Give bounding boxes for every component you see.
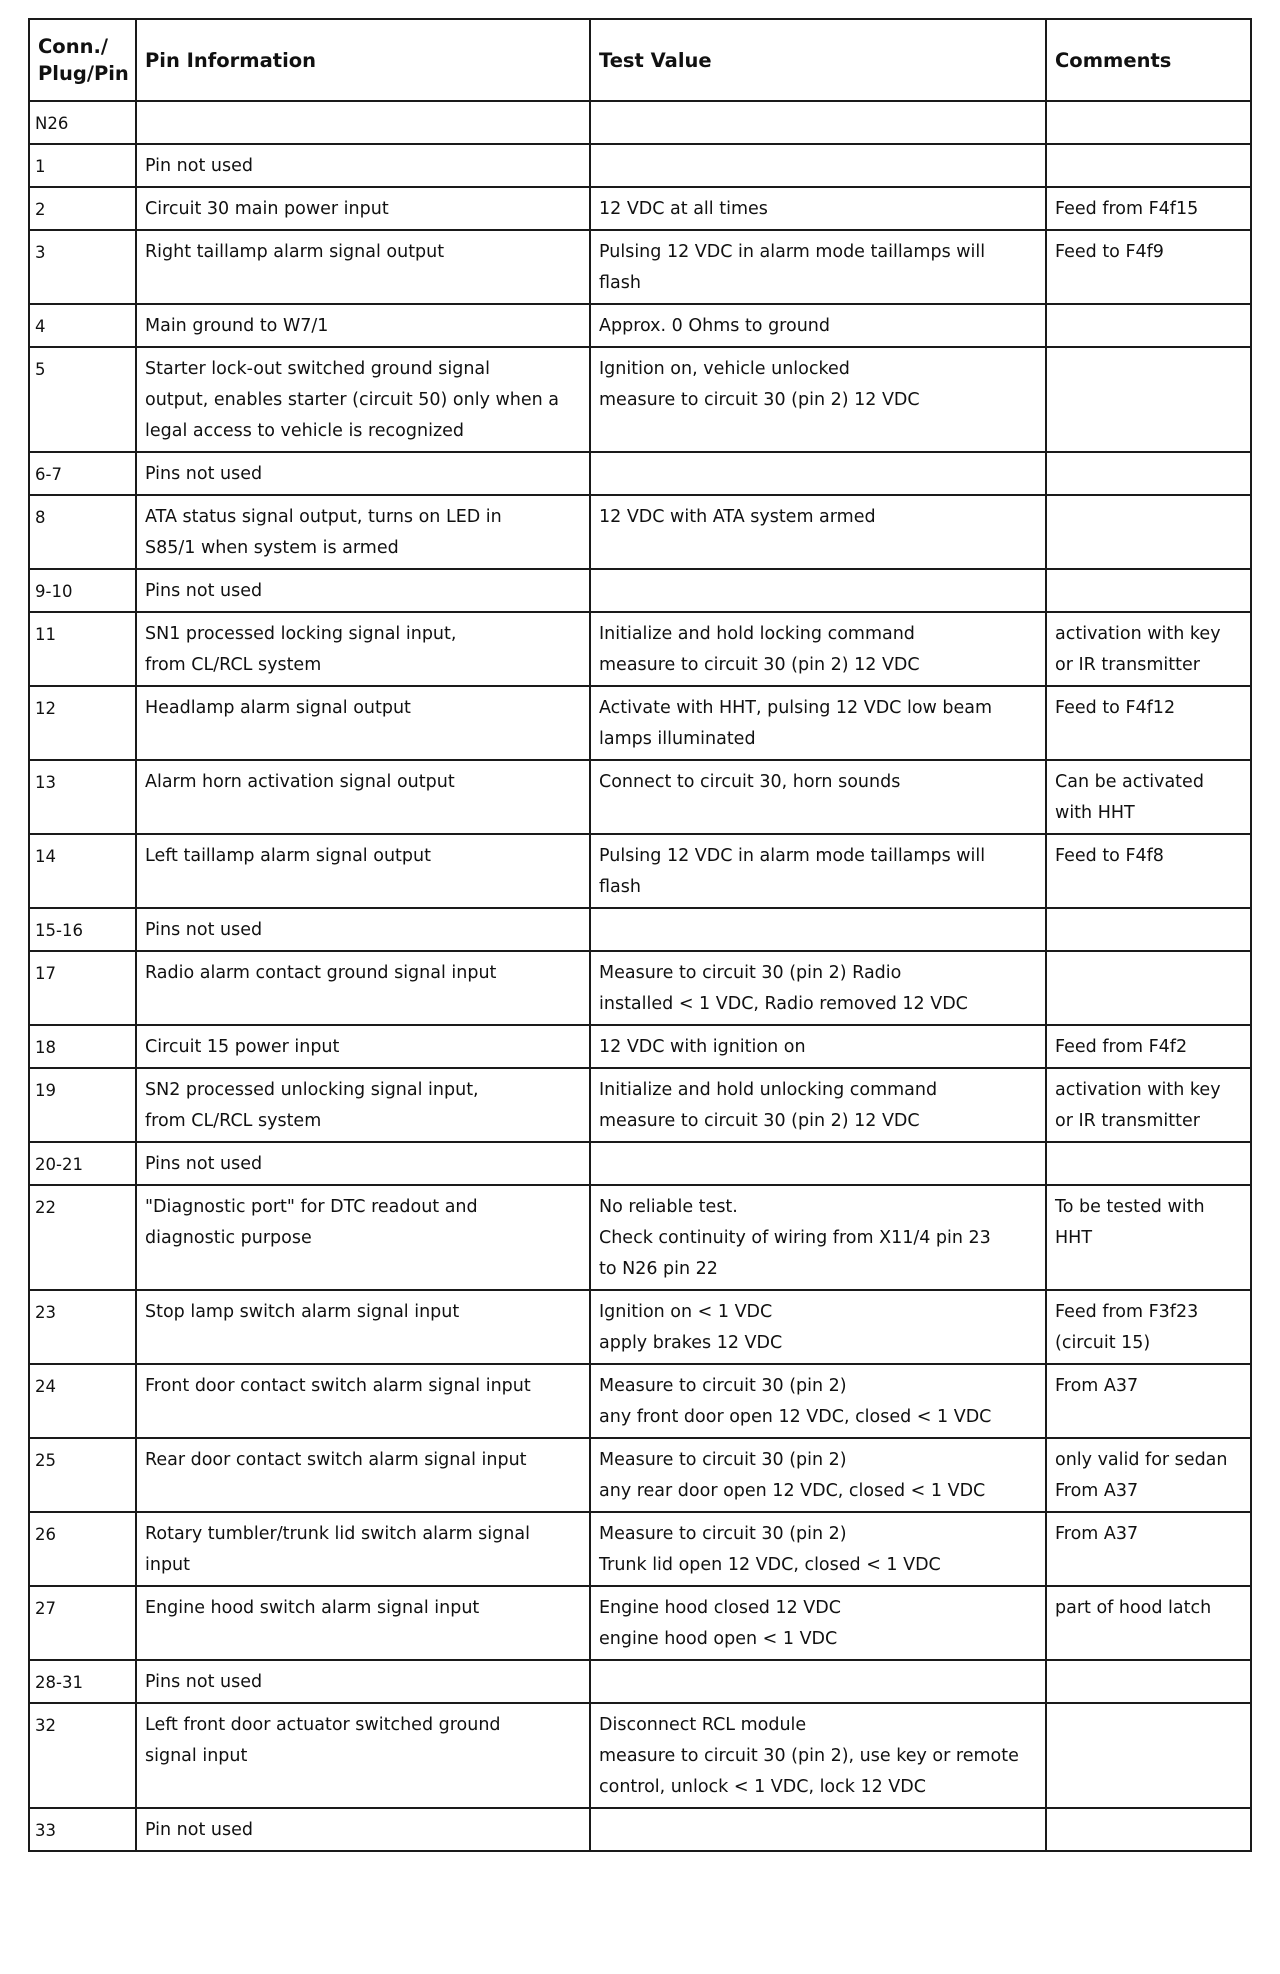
pin-cell: 13 [29,760,136,834]
pin-cell: 11 [29,612,136,686]
pin-table [28,18,1252,1852]
pin-cell: 8 [29,495,136,569]
test-value-cell: Engine hood closed 12 VDC engine hood open < 1 VDC [590,1586,1046,1660]
comments-cell [1046,1660,1251,1703]
pin-assignment-sheet [28,18,1250,1852]
table-row [29,347,1251,452]
table-row [29,686,1251,760]
comments-cell: activation with key or IR transmitter [1046,612,1251,686]
pin-cell: 3 [29,230,136,304]
pin-information-cell: Pins not used [136,452,590,495]
table-row [29,1808,1251,1851]
pin-information-cell: SN1 processed locking signal input, from CL/RCL system [136,612,590,686]
comments-cell [1046,101,1251,144]
test-value-cell: Approx. 0 Ohms to ground [590,304,1046,347]
pin-cell: 12 [29,686,136,760]
table-row [29,101,1251,144]
comments-cell: part of hood latch [1046,1586,1251,1660]
pin-information-cell: Pins not used [136,908,590,951]
test-value-cell: Pulsing 12 VDC in alarm mode taillamps will flash [590,230,1046,304]
table-row [29,1025,1251,1068]
pin-information-cell: Left taillamp alarm signal output [136,834,590,908]
comments-cell: Feed to F4f12 [1046,686,1251,760]
comments-cell: Feed from F4f2 [1046,1025,1251,1068]
comments-cell [1046,144,1251,187]
test-value-cell: Measure to circuit 30 (pin 2) any rear door open 12 VDC, closed < 1 VDC [590,1438,1046,1512]
pin-cell: 1 [29,144,136,187]
table-row [29,144,1251,187]
comments-cell: only valid for sedan From A37 [1046,1438,1251,1512]
table-row [29,495,1251,569]
pin-information-cell [136,101,590,144]
test-value-cell: 12 VDC with ignition on [590,1025,1046,1068]
test-value-cell: Pulsing 12 VDC in alarm mode taillamps will flash [590,834,1046,908]
comments-cell [1046,908,1251,951]
pin-cell: 20-21 [29,1142,136,1185]
comments-cell [1046,495,1251,569]
comments-cell: Feed to F4f8 [1046,834,1251,908]
table-body [29,101,1251,1851]
test-value-cell: Measure to circuit 30 (pin 2) Radio installed < 1 VDC, Radio removed 12 VDC [590,951,1046,1025]
table-row [29,1703,1251,1808]
header-test-value: Test Value [590,19,1046,101]
test-value-cell: Ignition on < 1 VDC apply brakes 12 VDC [590,1290,1046,1364]
test-value-cell: Connect to circuit 30, horn sounds [590,760,1046,834]
comments-cell: Feed from F3f23 (circuit 15) [1046,1290,1251,1364]
pin-information-cell: Starter lock-out switched ground signal output, enables starter (circuit 50) only when a legal access to vehicle is recognized [136,347,590,452]
table-row [29,1068,1251,1142]
pin-information-cell: Pins not used [136,1142,590,1185]
pin-information-cell: Pin not used [136,144,590,187]
comments-cell: activation with key or IR transmitter [1046,1068,1251,1142]
test-value-cell [590,1808,1046,1851]
pin-cell: 25 [29,1438,136,1512]
pin-cell: 18 [29,1025,136,1068]
pin-cell: 6-7 [29,452,136,495]
pin-cell: N26 [29,101,136,144]
comments-cell [1046,569,1251,612]
table-row [29,1660,1251,1703]
comments-cell [1046,1142,1251,1185]
comments-cell: To be tested with HHT [1046,1185,1251,1290]
pin-information-cell: Circuit 30 main power input [136,187,590,230]
pin-information-cell: Radio alarm contact ground signal input [136,951,590,1025]
test-value-cell [590,569,1046,612]
pin-information-cell: Headlamp alarm signal output [136,686,590,760]
table-row [29,230,1251,304]
comments-cell: Can be activated with HHT [1046,760,1251,834]
comments-cell: From A37 [1046,1364,1251,1438]
pin-information-cell: Stop lamp switch alarm signal input [136,1290,590,1364]
table-row [29,908,1251,951]
comments-cell [1046,951,1251,1025]
pin-cell: 4 [29,304,136,347]
comments-cell [1046,347,1251,452]
header-row [29,19,1251,101]
table-row [29,1512,1251,1586]
test-value-cell: Measure to circuit 30 (pin 2) Trunk lid open 12 VDC, closed < 1 VDC [590,1512,1046,1586]
comments-cell [1046,1808,1251,1851]
pin-information-cell: "Diagnostic port" for DTC readout and diagnostic purpose [136,1185,590,1290]
pin-cell: 24 [29,1364,136,1438]
pin-cell: 33 [29,1808,136,1851]
comments-cell: From A37 [1046,1512,1251,1586]
test-value-cell: Disconnect RCL module measure to circuit 30 (pin 2), use key or remote control, unlock < 1 VDC, lock 12 VDC [590,1703,1046,1808]
test-value-cell [590,452,1046,495]
test-value-cell: Initialize and hold locking command measure to circuit 30 (pin 2) 12 VDC [590,612,1046,686]
table-row [29,1185,1251,1290]
pin-cell: 15-16 [29,908,136,951]
pin-information-cell: Circuit 15 power input [136,1025,590,1068]
pin-cell: 19 [29,1068,136,1142]
pin-cell: 28-31 [29,1660,136,1703]
table-row [29,834,1251,908]
comments-cell: Feed to F4f9 [1046,230,1251,304]
header-comments: Comments [1046,19,1251,101]
comments-cell [1046,1703,1251,1808]
header-pin-information: Pin Information [136,19,590,101]
table-row [29,1142,1251,1185]
table-row [29,452,1251,495]
pin-cell: 17 [29,951,136,1025]
test-value-cell: No reliable test. Check continuity of wiring from X11/4 pin 23 to N26 pin 22 [590,1185,1046,1290]
pin-cell: 2 [29,187,136,230]
pin-cell: 26 [29,1512,136,1586]
test-value-cell: Initialize and hold unlocking command measure to circuit 30 (pin 2) 12 VDC [590,1068,1046,1142]
pin-information-cell: Pins not used [136,569,590,612]
comments-cell: Feed from F4f15 [1046,187,1251,230]
test-value-cell [590,1142,1046,1185]
comments-cell [1046,452,1251,495]
pin-information-cell: SN2 processed unlocking signal input, from CL/RCL system [136,1068,590,1142]
table-row [29,760,1251,834]
pin-information-cell: ATA status signal output, turns on LED in S85/1 when system is armed [136,495,590,569]
test-value-cell [590,144,1046,187]
table-row [29,187,1251,230]
pin-information-cell: Front door contact switch alarm signal input [136,1364,590,1438]
header-pin: Conn./ Plug/Pin [29,19,136,101]
table-row [29,569,1251,612]
test-value-cell: Ignition on, vehicle unlocked measure to circuit 30 (pin 2) 12 VDC [590,347,1046,452]
table-row [29,304,1251,347]
pin-cell: 9-10 [29,569,136,612]
pin-cell: 5 [29,347,136,452]
pin-information-cell: Engine hood switch alarm signal input [136,1586,590,1660]
table-row [29,1438,1251,1512]
test-value-cell: 12 VDC with ATA system armed [590,495,1046,569]
pin-information-cell: Alarm horn activation signal output [136,760,590,834]
test-value-cell: 12 VDC at all times [590,187,1046,230]
table-row [29,1364,1251,1438]
pin-information-cell: Rotary tumbler/trunk lid switch alarm signal input [136,1512,590,1586]
test-value-cell [590,1660,1046,1703]
comments-cell [1046,304,1251,347]
pin-cell: 27 [29,1586,136,1660]
pin-information-cell: Pins not used [136,1660,590,1703]
pin-cell: 32 [29,1703,136,1808]
table-row [29,951,1251,1025]
pin-cell: 22 [29,1185,136,1290]
pin-information-cell: Rear door contact switch alarm signal input [136,1438,590,1512]
pin-information-cell: Left front door actuator switched ground signal input [136,1703,590,1808]
pin-information-cell: Right taillamp alarm signal output [136,230,590,304]
table-row [29,612,1251,686]
test-value-cell: Activate with HHT, pulsing 12 VDC low beam lamps illuminated [590,686,1046,760]
pin-information-cell: Pin not used [136,1808,590,1851]
table-row [29,1290,1251,1364]
test-value-cell: Measure to circuit 30 (pin 2) any front door open 12 VDC, closed < 1 VDC [590,1364,1046,1438]
table-row [29,1586,1251,1660]
test-value-cell [590,908,1046,951]
test-value-cell [590,101,1046,144]
pin-information-cell: Main ground to W7/1 [136,304,590,347]
pin-cell: 14 [29,834,136,908]
pin-cell: 23 [29,1290,136,1364]
